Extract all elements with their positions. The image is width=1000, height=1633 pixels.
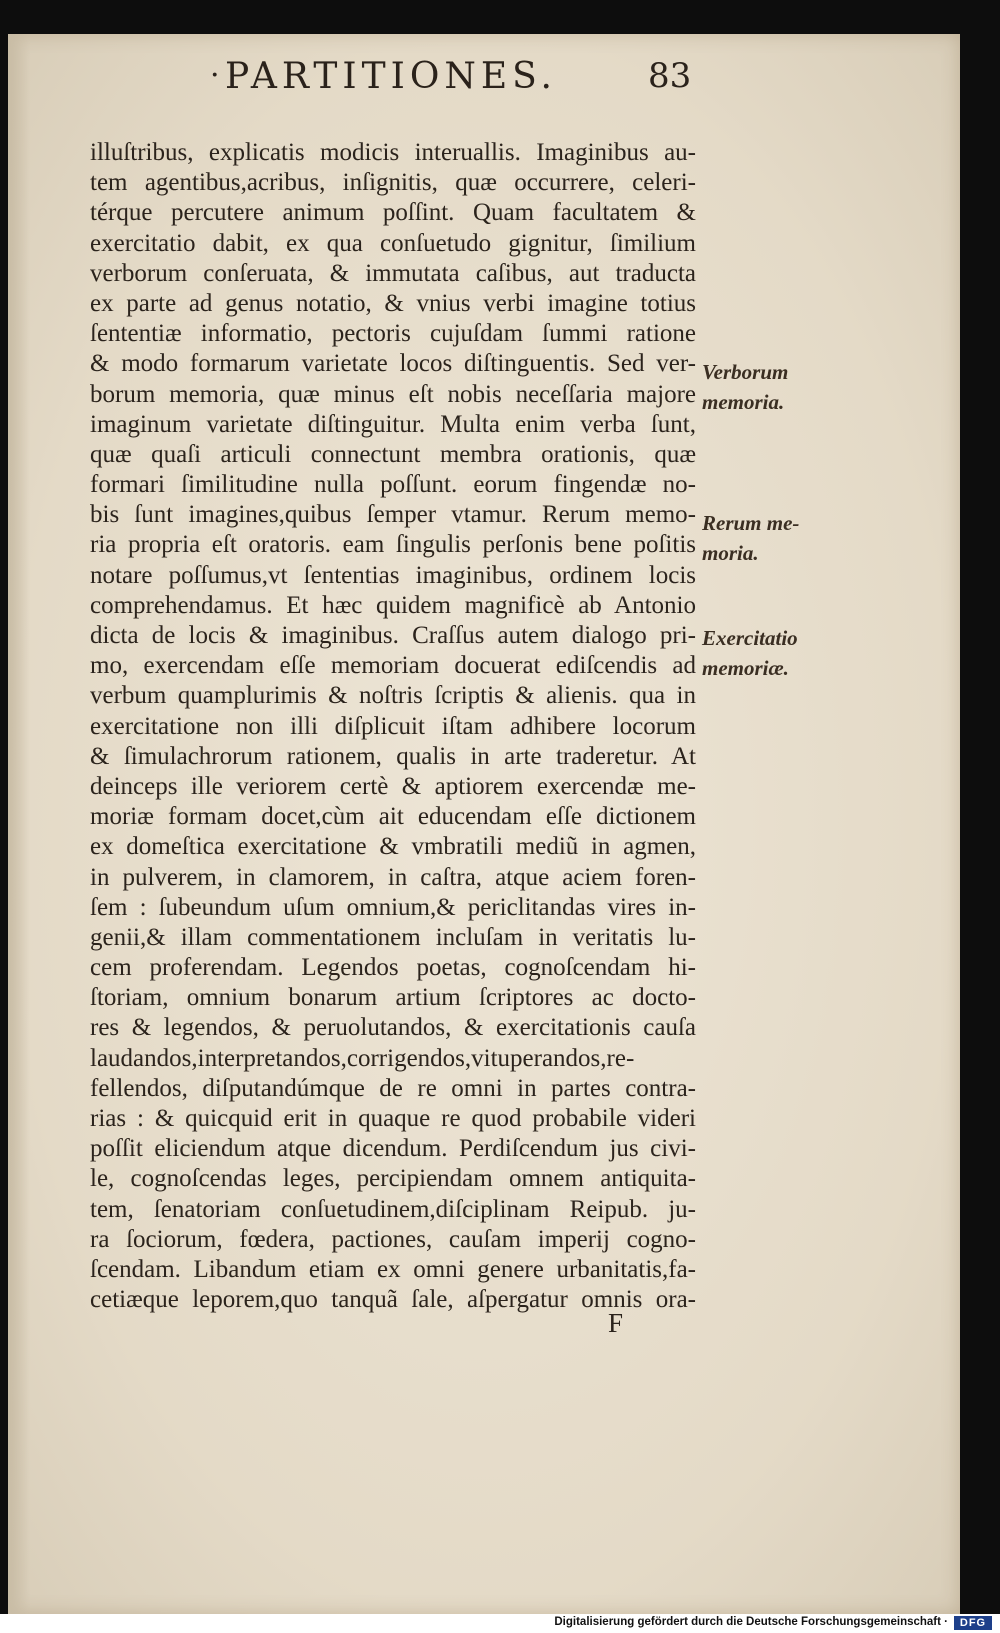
text-line: fellendos, diſputandúmque de re omni in partes contra-	[90, 1074, 696, 1102]
margin-note-line: memoria.	[702, 390, 785, 414]
page-gutter	[8, 34, 30, 1614]
text-line: ſententiæ informatio, pectoris cujuſdam ſummi ratione	[90, 320, 696, 348]
text-line: comprehendamus. Et hæc quidem magnificè ab Antonio	[90, 591, 696, 619]
text-line: le, cognoſcendas leges, percipiendam omnem antiquita-	[90, 1165, 696, 1193]
text-line: verborum conſeruata, & immutata caſibus, aut traducta	[90, 259, 696, 287]
text-line: ra ſociorum, fœdera, pactiones, cauſam imperij cogno-	[90, 1225, 696, 1253]
text-line: ex domeſtica exercitatione & vmbratili mediũ in agmen,	[90, 833, 696, 861]
margin-note-line: memoriæ.	[702, 656, 789, 680]
text-line: tem agentibus,acribus, inſignitis, quæ occurrere, celeri-	[90, 169, 696, 197]
header-dot: ·	[210, 58, 220, 93]
text-line: cem proferendam. Legendos poetas, cognoſcendam hi-	[90, 954, 696, 982]
text-line: ſtoriam, omnium bonarum artium ſcriptores ac docto-	[90, 984, 696, 1012]
margin-note-line: moria.	[702, 541, 759, 565]
text-line: & modo formarum varietate locos diſtinguentis. Sed ver-	[90, 350, 696, 378]
text-line: formari ſimilitudine nulla poſſunt. eorum fingendæ no-	[90, 471, 696, 499]
margin-note-rerum-memoria	[702, 508, 822, 568]
margin-note-verborum-memoria	[702, 357, 822, 417]
text-line: térque percutere animum poſſint. Quam facultatem &	[90, 199, 696, 227]
text-line: genii,& illam commentationem incluſam in veritatis lu-	[90, 923, 696, 951]
page-number: 83	[648, 56, 692, 96]
text-line: exercitatio dabit, ex qua conſuetudo gignitur, ſimilium	[90, 229, 696, 257]
margin-note-line: Verborum	[702, 360, 789, 384]
text-line: verbum quamplurimis & noſtris ſcriptis & alienis. qua in	[90, 682, 696, 710]
text-line: ria propria eſt oratoris. eam ſingulis perſonis bene poſitis	[90, 531, 696, 559]
text-line: illuſtribus, explicatis modicis interuallis. Imaginibus au-	[90, 139, 696, 166]
page-header	[210, 56, 710, 112]
body-text	[90, 138, 696, 1315]
margin-note-exercitatio-memoriae	[702, 623, 822, 683]
text-line: imaginum varietate diſtinguitur. Multa enim verba ſunt,	[90, 410, 696, 438]
funding-credit: Digitalisierung gefördert durch die Deutsche Forschungsgemeinschaft ·	[554, 1616, 948, 1628]
text-line: quæ quaſi articuli connectunt membra orationis, quæ	[90, 440, 696, 468]
text-line: borum memoria, quæ minus eſt nobis neceſſaria majore	[90, 380, 696, 408]
signature-mark: F	[608, 1308, 624, 1338]
running-head: PARTITIONES.	[225, 56, 557, 97]
margin-note-line: Exercitatio	[702, 626, 798, 650]
text-line: exercitatione non illi diſplicuit iſtam adhibere locorum	[90, 712, 696, 740]
text-line: tem, ſenatoriam conſuetudinem,diſciplinam Reipub. ju-	[90, 1195, 696, 1223]
text-line: notare poſſumus,vt ſententias imaginibus, ordinem locis	[90, 561, 696, 589]
text-line: ſem : ſubeundum uſum omnium,& periclitandas vires in-	[90, 893, 696, 921]
text-line: laudandos,interpretandos,corrigendos,vituperandos,re-	[90, 1044, 635, 1072]
text-line: in pulverem, in clamorem, in caſtra, atque aciem foren-	[90, 863, 696, 891]
text-line: ex parte ad genus notatio, & vnius verbi imagine totius	[90, 289, 696, 317]
margin-note-line: Rerum me-	[702, 511, 800, 535]
text-line: rias : & quicquid erit in quaque re quod probabile videri	[90, 1105, 696, 1132]
text-line: moriæ formam docet,cùm ait educendam eſſe dictionem	[90, 803, 696, 831]
text-line: mo, exercendam eſſe memoriam docuerat ediſcendis ad	[90, 652, 696, 680]
text-line: res & legendos, & peruolutandos, & exercitationis cauſa	[90, 1014, 696, 1042]
dfg-logo-icon: DFG	[954, 1616, 992, 1630]
text-line: bis ſunt imagines,quibus ſemper vtamur. Rerum memo-	[90, 501, 696, 529]
text-line: cetiæque leporem,quo tanquã ſale, aſpergatur omnis ora-	[90, 1286, 696, 1314]
text-line: & ſimulachrorum rationem, qualis in arte traderetur. At	[90, 742, 696, 770]
text-line: dicta de locis & imaginibus. Craſſus autem dialogo pri-	[90, 622, 696, 649]
text-line: poſſit eliciendum atque dicendum. Perdiſcendum jus civi-	[90, 1135, 696, 1163]
text-line: ſcendam. Libandum etiam ex omni genere urbanitatis,fa-	[90, 1255, 696, 1283]
text-line: deinceps ille veriorem certè & aptiorem exercendæ me-	[90, 772, 696, 800]
